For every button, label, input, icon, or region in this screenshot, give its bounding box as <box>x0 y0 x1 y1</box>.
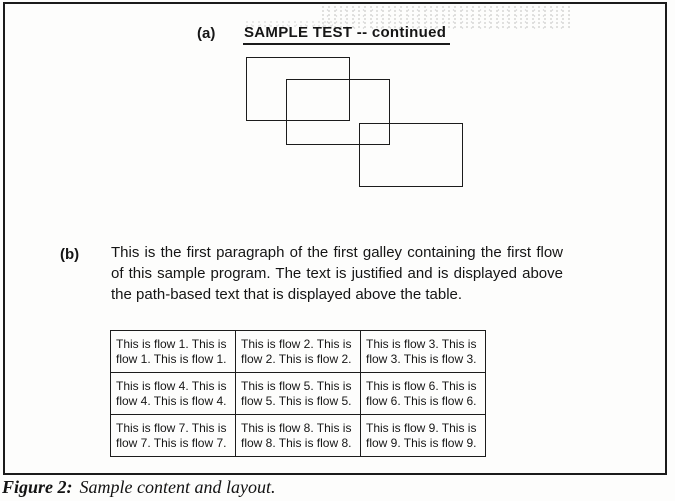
table-cell-flow-7: This is flow 7. This is flow 7. This is flow 7. <box>111 415 236 457</box>
table-cell-flow-4: This is flow 4. This is flow 4. This is flow 4. <box>111 373 236 415</box>
paragraph-line: of this sample program. The text is justified and is displayed above <box>111 265 563 282</box>
table-cell-flow-6: This is flow 6. This is flow 6. This is flow 6. <box>361 373 486 415</box>
subfigure-label-a: (a) <box>197 25 216 42</box>
table-row <box>111 415 486 457</box>
table-cell-flow-3: This is flow 3. This is flow 3. This is flow 3. <box>361 331 486 373</box>
table-cell-flow-5: This is flow 5. This is flow 5. This is flow 5. <box>236 373 361 415</box>
first-paragraph <box>111 242 563 305</box>
figure-caption <box>2 477 275 498</box>
figure-caption-text: Sample content and layout. <box>79 477 276 497</box>
paragraph-line: This is the first paragraph of the first galley containing the first flow <box>111 244 563 261</box>
table-cell-flow-2: This is flow 2. This is flow 2. This is flow 2. <box>236 331 361 373</box>
table-row <box>111 373 486 415</box>
table-cell-flow-1: This is flow 1. This is flow 1. This is flow 1. <box>111 331 236 373</box>
table-cell-flow-8: This is flow 8. This is flow 8. This is flow 8. <box>236 415 361 457</box>
subfigure-label-b: (b) <box>60 246 80 263</box>
table-cell-flow-9: This is flow 9. This is flow 9. This is flow 9. <box>361 415 486 457</box>
sample-test-heading: SAMPLE TEST -- continued <box>243 24 450 45</box>
flow-table <box>110 330 486 457</box>
figure-caption-label: Figure 2: <box>2 477 73 497</box>
table-row <box>111 331 486 373</box>
paragraph-line: the path-based text that is displayed above the table. <box>111 286 463 303</box>
overlap-rect-3 <box>359 123 463 187</box>
